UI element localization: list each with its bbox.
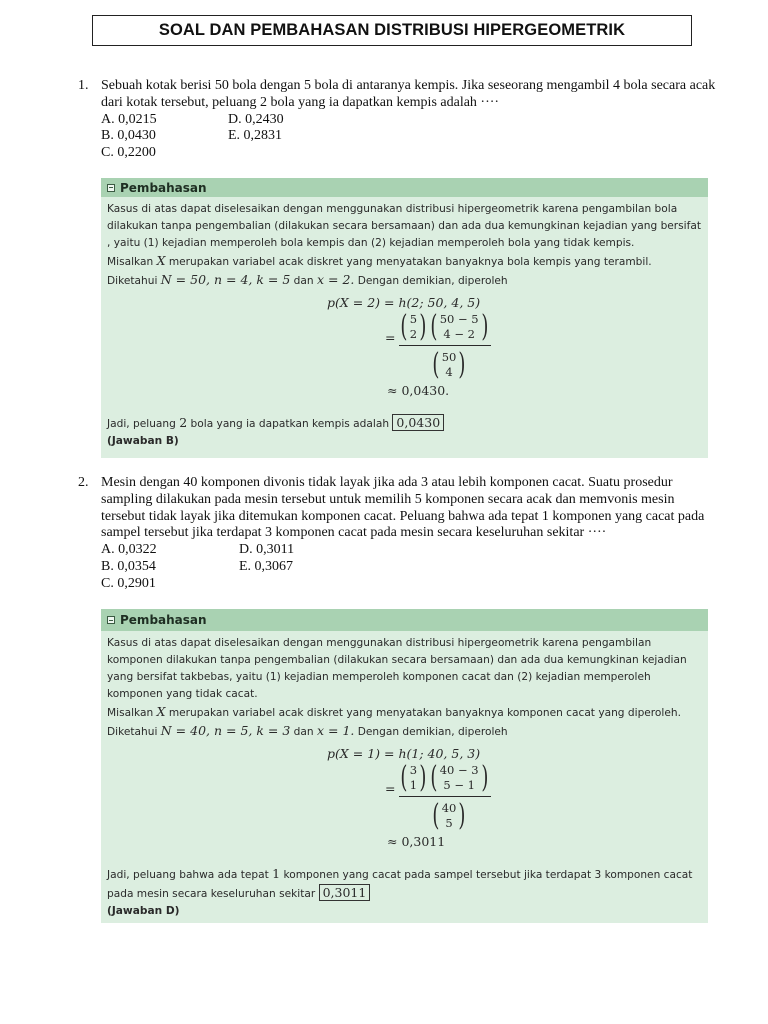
known-values: Diketahui N = 40, n = 5, k = 3 dan x = 1. Dengan demikian, diperoleh [107, 723, 508, 738]
question-2 [78, 475, 718, 593]
solution-panel-label: Pembahasan [120, 180, 207, 195]
binomial-1: ( 3 1 ) [400, 760, 427, 795]
document-title: SOAL DAN PEMBAHASAN DISTRIBUSI HIPERGEOMETRIK [158, 21, 626, 39]
answer-options [101, 542, 718, 592]
question-1 [78, 78, 718, 162]
variable-symbol: X [156, 704, 166, 719]
equals-sign: = [385, 781, 396, 796]
solution-body [101, 197, 708, 450]
formula-line-1: p(X = 1) = h(1; 40, 5, 3) [327, 746, 481, 761]
variable-symbol: X [156, 253, 166, 268]
solution-panel-header[interactable] [101, 178, 708, 197]
option-e: E. 0,3067 [239, 558, 294, 574]
known-x: x = 1. [316, 723, 355, 738]
binomial-3: ( 50 4 ) [432, 347, 466, 382]
option-d: D. 0,2430 [228, 111, 284, 127]
conclusion: Jadi, peluang 2 bola yang ia dapatkan kempis adalah 0,0430 [107, 414, 701, 433]
conclusion: Jadi, peluang bahwa ada tepat 1 komponen yang cacat pada sampel tersebut jika terdapat 3 komponen cacat pada mesin secara keseluruhan sekitar 0,3011 [107, 866, 693, 900]
option-a: A. 0,0322 [101, 542, 157, 558]
solution-panel-header[interactable] [101, 609, 708, 631]
boxed-answer: 0,0430 [392, 414, 444, 431]
collapse-minus-icon[interactable] [107, 616, 115, 624]
binomial-2: ( 40 − 3 5 − 1 ) [430, 760, 488, 795]
equals-sign: = [385, 330, 396, 345]
fraction-bar [399, 796, 491, 797]
boxed-answer: 0,3011 [319, 884, 371, 901]
option-b: B. 0,0430 [101, 128, 156, 144]
solution-body [101, 631, 708, 920]
question-number: 1. [78, 78, 89, 93]
solution-panel-2 [101, 609, 708, 923]
approx-result: ≈ 0,0430. [387, 383, 450, 398]
answer-label: (Jawaban D) [107, 905, 180, 917]
question-text: Sebuah kotak berisi 50 bola dengan 5 bola di antaranya kempis. Jika seseorang mengambil 4 bola secara acak dari kotak tersebut, peluang 2 bola yang ia dapatkan kempis adalah ···· [101, 78, 716, 110]
known-math: N = 40, n = 5, k = 3 [160, 723, 291, 738]
approx-result: ≈ 0,3011 [387, 834, 446, 849]
formula-block [107, 741, 701, 861]
option-d: D. 0,3011 [239, 542, 295, 558]
solution-panel-label: Pembahasan [120, 613, 207, 627]
solution-panel-1 [101, 178, 708, 458]
binomial-1: ( 5 2 ) [400, 309, 427, 344]
question-number: 2. [78, 475, 89, 490]
binomial-3: ( 40 5 ) [432, 798, 466, 833]
known-values: Diketahui N = 50, n = 4, k = 5 dan x = 2. Dengan demikian, diperoleh [107, 272, 508, 287]
document-title-box [92, 15, 692, 46]
known-x: x = 2. [316, 272, 355, 287]
formula-line-1: p(X = 2) = h(2; 50, 4, 5) [327, 295, 481, 310]
answer-options [101, 112, 718, 162]
known-math: N = 50, n = 4, k = 5 [160, 272, 291, 287]
option-c: C. 0,2200 [101, 145, 156, 161]
question-text: Mesin dengan 40 komponen divonis tidak layak jika ada 3 atau lebih komponen cacat. Suatu prosedur sampling dilakukan pada mesin tersebut untuk memilih 5 komponen secara acak dan memvonis mesin tersebut tidak layak jika ditemukan komponen cacat. Peluang bahwa ada tepat 1 komponen yang cacat pada sampel tersebut jika terdapat 3 komponen cacat pada mesin secara keseluruhan sekitar ···· [101, 475, 705, 541]
formula-block [107, 290, 701, 410]
variable-definition: Misalkan X merupakan variabel acak diskret yang menyatakan banyaknya bola kempis yang terambil. [107, 253, 652, 268]
fraction-bar [399, 345, 491, 346]
variable-definition: Misalkan X merupakan variabel acak diskret yang menyatakan banyaknya komponen cacat yang diperoleh. [107, 704, 681, 719]
solution-intro: Kasus di atas dapat diselesaikan dengan menggunakan distribusi hipergeometrik karena pengambilan bola dilakukan tanpa pengembalian (dilakukan secara bersamaan) dan ada dua kemungkinan kejadian yang bersifat , yaitu (1) kejadian memperoleh bola kempis dan (2) kejadian memperoleh bola yang tidak kempis. [107, 203, 701, 249]
option-e: E. 0,2831 [228, 128, 283, 144]
answer-label: (Jawaban B) [107, 435, 179, 447]
option-a: A. 0,0215 [101, 111, 157, 127]
solution-intro: Kasus di atas dapat diselesaikan dengan menggunakan distribusi hipergeometrik karena pengambilan komponen dilakukan tanpa pengembalian (dilakukan secara bersamaan) dan ada dua kemungkinan kejadian yang bersifat takbebas, yaitu (1) kejadian memperoleh komponen cacat dan (2) kejadian memperoleh komponen yang tidak cacat. [107, 637, 687, 700]
option-c: C. 0,2901 [101, 575, 156, 591]
binomial-2: ( 50 − 5 4 − 2 ) [430, 309, 488, 344]
collapse-minus-icon[interactable] [107, 184, 115, 192]
option-b: B. 0,0354 [101, 558, 156, 574]
